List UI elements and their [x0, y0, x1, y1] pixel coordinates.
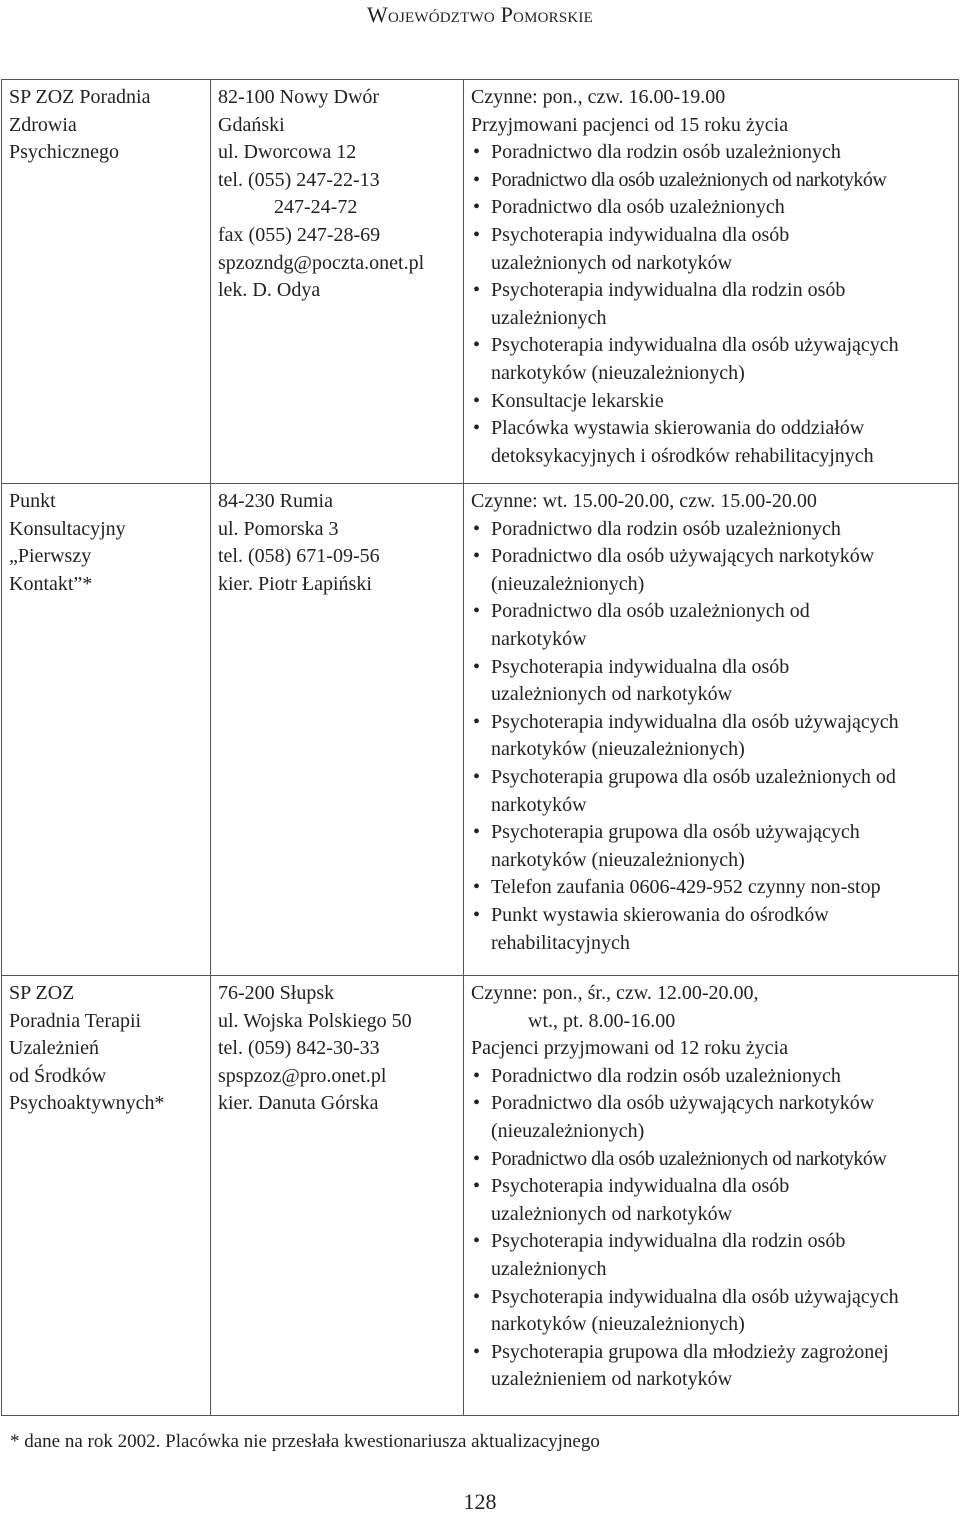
- facility-name-line: SP ZOZ Poradnia: [9, 86, 151, 108]
- facility-services-cell: [464, 976, 959, 1416]
- services-list: [471, 516, 952, 958]
- address-line: 84-230 Rumia: [218, 490, 333, 512]
- email-line: spzozndg@poczta.onet.pl: [218, 251, 425, 274]
- list-item: • Poradnictwo dla osób używających narkotyków (nieuzależnionych): [471, 1090, 952, 1145]
- address-line: Gdański: [218, 113, 285, 136]
- list-item: • Poradnictwo dla osób uzależnionych od narkotyków: [471, 598, 952, 653]
- facility-directory-table: [1, 79, 959, 1416]
- list-item: • Psychoterapia indywidualna dla osób uzależnionych od narkotyków: [471, 1173, 952, 1228]
- opening-hours: Czynne: wt. 15.00-20.00, czw. 15.00-20.00: [471, 490, 817, 512]
- fax-line: fax (055) 247-28-69: [218, 223, 381, 246]
- phone-line: 247-24-72: [274, 196, 358, 219]
- list-item: • Poradnictwo dla rodzin osób uzależnionych: [471, 139, 952, 167]
- list-item: • Psychoterapia indywidualna dla osób używających narkotyków (nieuzależnionych): [471, 1284, 952, 1339]
- list-item: • Konsultacje lekarskie: [471, 388, 952, 416]
- opening-hours: Czynne: pon., czw. 16.00-19.00: [471, 86, 726, 108]
- facility-name-line: Psychoaktywnych*: [9, 1092, 165, 1115]
- list-item: • Poradnictwo dla rodzin osób uzależnionych: [471, 1063, 952, 1091]
- address-line: 82-100 Nowy Dwór: [218, 86, 380, 108]
- address-line: ul. Wojska Polskiego 50: [218, 1009, 412, 1032]
- list-item: • Punkt wystawia skierowania do ośrodków rehabilitacyjnych: [471, 902, 952, 957]
- manager-line: lek. D. Odya: [218, 279, 321, 302]
- address-line: ul. Pomorska 3: [218, 517, 339, 540]
- list-item: • Psychoterapia indywidualna dla rodzin osób uzależnionych: [471, 277, 952, 332]
- list-item: • Poradnictwo dla osób uzależnionych od narkotyków: [471, 167, 952, 195]
- list-item: • Psychoterapia grupowa dla młodzieży zagrożonej uzależnieniem od narkotyków: [471, 1339, 952, 1394]
- page-number: 128: [463, 1489, 497, 1514]
- list-item: • Psychoterapia indywidualna dla osób używających narkotyków (nieuzależnionych): [471, 709, 952, 764]
- facility-name-line: „Pierwszy: [9, 545, 92, 568]
- services-list: [471, 1063, 952, 1394]
- list-item: • Psychoterapia indywidualna dla osób uzależnionych od narkotyków: [471, 222, 952, 277]
- patient-age-note: Pacjenci przyjmowani od 12 roku życia: [471, 1037, 789, 1060]
- facility-name-line: Konsultacyjny: [9, 517, 126, 540]
- list-item: • Psychoterapia indywidualna dla rodzin osób uzależnionych: [471, 1228, 952, 1283]
- patient-age-note: Przyjmowani pacjenci od 15 roku życia: [471, 113, 789, 136]
- services-list: [471, 139, 952, 470]
- facility-services-cell: [464, 484, 959, 976]
- list-item: • Psychoterapia indywidualna dla osób uzależnionych od narkotyków: [471, 654, 952, 709]
- facility-name-cell: [2, 484, 211, 976]
- list-item: • Poradnictwo dla rodzin osób uzależnionych: [471, 516, 952, 544]
- list-item: • Telefon zaufania 0606-429-952 czynny non-stop: [471, 874, 952, 902]
- opening-hours: Czynne: pon., śr., czw. 12.00-20.00,: [471, 982, 759, 1004]
- address-line: 76-200 Słupsk: [218, 982, 335, 1004]
- facility-name-line: Kontakt”*: [9, 572, 93, 595]
- list-item: • Psychoterapia grupowa dla osób używających narkotyków (nieuzależnionych): [471, 819, 952, 874]
- facility-address-cell: [211, 484, 464, 976]
- table-row: [2, 484, 959, 976]
- list-item: • Poradnictwo dla osób używających narkotyków (nieuzależnionych): [471, 543, 952, 598]
- table-row: [2, 976, 959, 1416]
- list-item: • Psychoterapia indywidualna dla osób używających narkotyków (nieuzależnionych): [471, 332, 952, 387]
- facility-name-line: SP ZOZ: [9, 982, 75, 1004]
- list-item: • Poradnictwo dla osób uzależnionych: [471, 194, 952, 222]
- email-line: spspzoz@pro.onet.pl: [218, 1064, 387, 1087]
- phone-line: tel. (055) 247-22-13: [218, 168, 380, 191]
- facility-address-cell: [211, 976, 464, 1416]
- list-item: • Poradnictwo dla osób uzależnionych od narkotyków: [471, 1146, 952, 1174]
- address-line: ul. Dworcowa 12: [218, 141, 357, 164]
- facility-name-cell: [2, 80, 211, 484]
- facility-name-line: Uzależnień: [9, 1037, 99, 1060]
- table-row: [2, 80, 959, 484]
- page-header: Województwo Pomorskie: [366, 2, 593, 27]
- opening-hours: wt., pt. 8.00-16.00: [528, 1009, 676, 1032]
- facility-services-cell: [464, 80, 959, 484]
- facility-name-line: Psychicznego: [9, 141, 119, 164]
- facility-name-line: od Środków: [9, 1064, 107, 1087]
- footnote: * dane na rok 2002. Placówka nie przesłała kwestionariusza aktualizacyjnego: [10, 1431, 600, 1452]
- facility-name-line: Zdrowia: [9, 113, 77, 136]
- facility-name-line: Punkt: [9, 490, 56, 512]
- phone-line: tel. (059) 842-30-33: [218, 1037, 380, 1060]
- facility-name-cell: [2, 976, 211, 1416]
- list-item: • Psychoterapia grupowa dla osób uzależnionych od narkotyków: [471, 764, 952, 819]
- facility-address-cell: [211, 80, 464, 484]
- facility-name-line: Poradnia Terapii: [9, 1009, 142, 1032]
- manager-line: kier. Piotr Łapiński: [218, 572, 372, 595]
- manager-line: kier. Danuta Górska: [218, 1092, 379, 1115]
- list-item: • Placówka wystawia skierowania do oddziałów detoksykacyjnych i ośrodków rehabilitacyjnych: [471, 415, 952, 470]
- phone-line: tel. (058) 671-09-56: [218, 545, 380, 568]
